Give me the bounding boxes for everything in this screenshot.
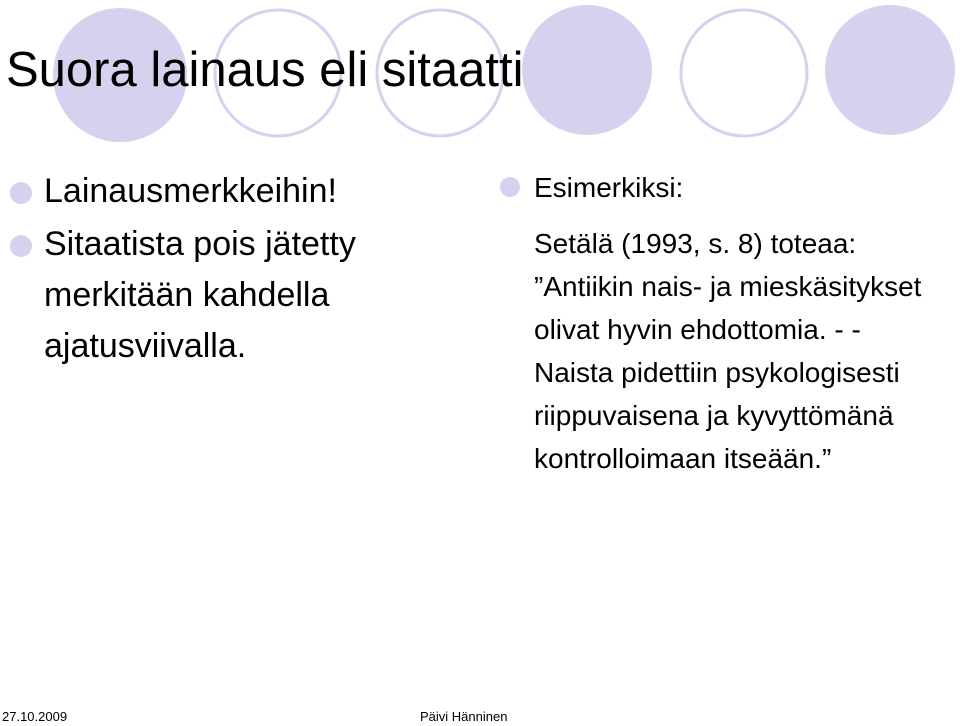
bullet-dot-icon xyxy=(10,182,32,204)
deco-circle-filled xyxy=(522,5,652,135)
quote-block: Setälä (1993, s. 8) toteaa: ”Antiikin nais- ja mieskäsitykset olivat hyvin ehdottomia. - - Naista pidettiin psykologisesti riippuvaisena ja kyvyttömänä kontrolloimaan itseään.” xyxy=(534,228,922,474)
footer-author: Päivi Hänninen xyxy=(420,709,508,724)
deco-circle-outline xyxy=(681,10,807,136)
bullet-dot-icon xyxy=(10,235,32,257)
bullet-dot-icon xyxy=(500,177,520,197)
left-bullet-list xyxy=(10,166,450,374)
footer-date: 27.10.2009 xyxy=(2,709,68,724)
deco-circle-filled xyxy=(825,5,955,135)
bullet-item xyxy=(10,219,450,372)
bullet-text: Esimerkiksi: xyxy=(534,172,684,203)
slide-title: Suora lainaus eli sitaatti xyxy=(6,43,524,97)
right-bullet-list xyxy=(500,168,940,210)
bullet-text: Lainausmerkkeihin! xyxy=(44,172,337,210)
bullet-item xyxy=(10,166,450,217)
bullet-text: Sitaatista pois jätetty merkitään kahdella ajatusviivalla. xyxy=(44,225,356,365)
bullet-item xyxy=(500,168,940,208)
